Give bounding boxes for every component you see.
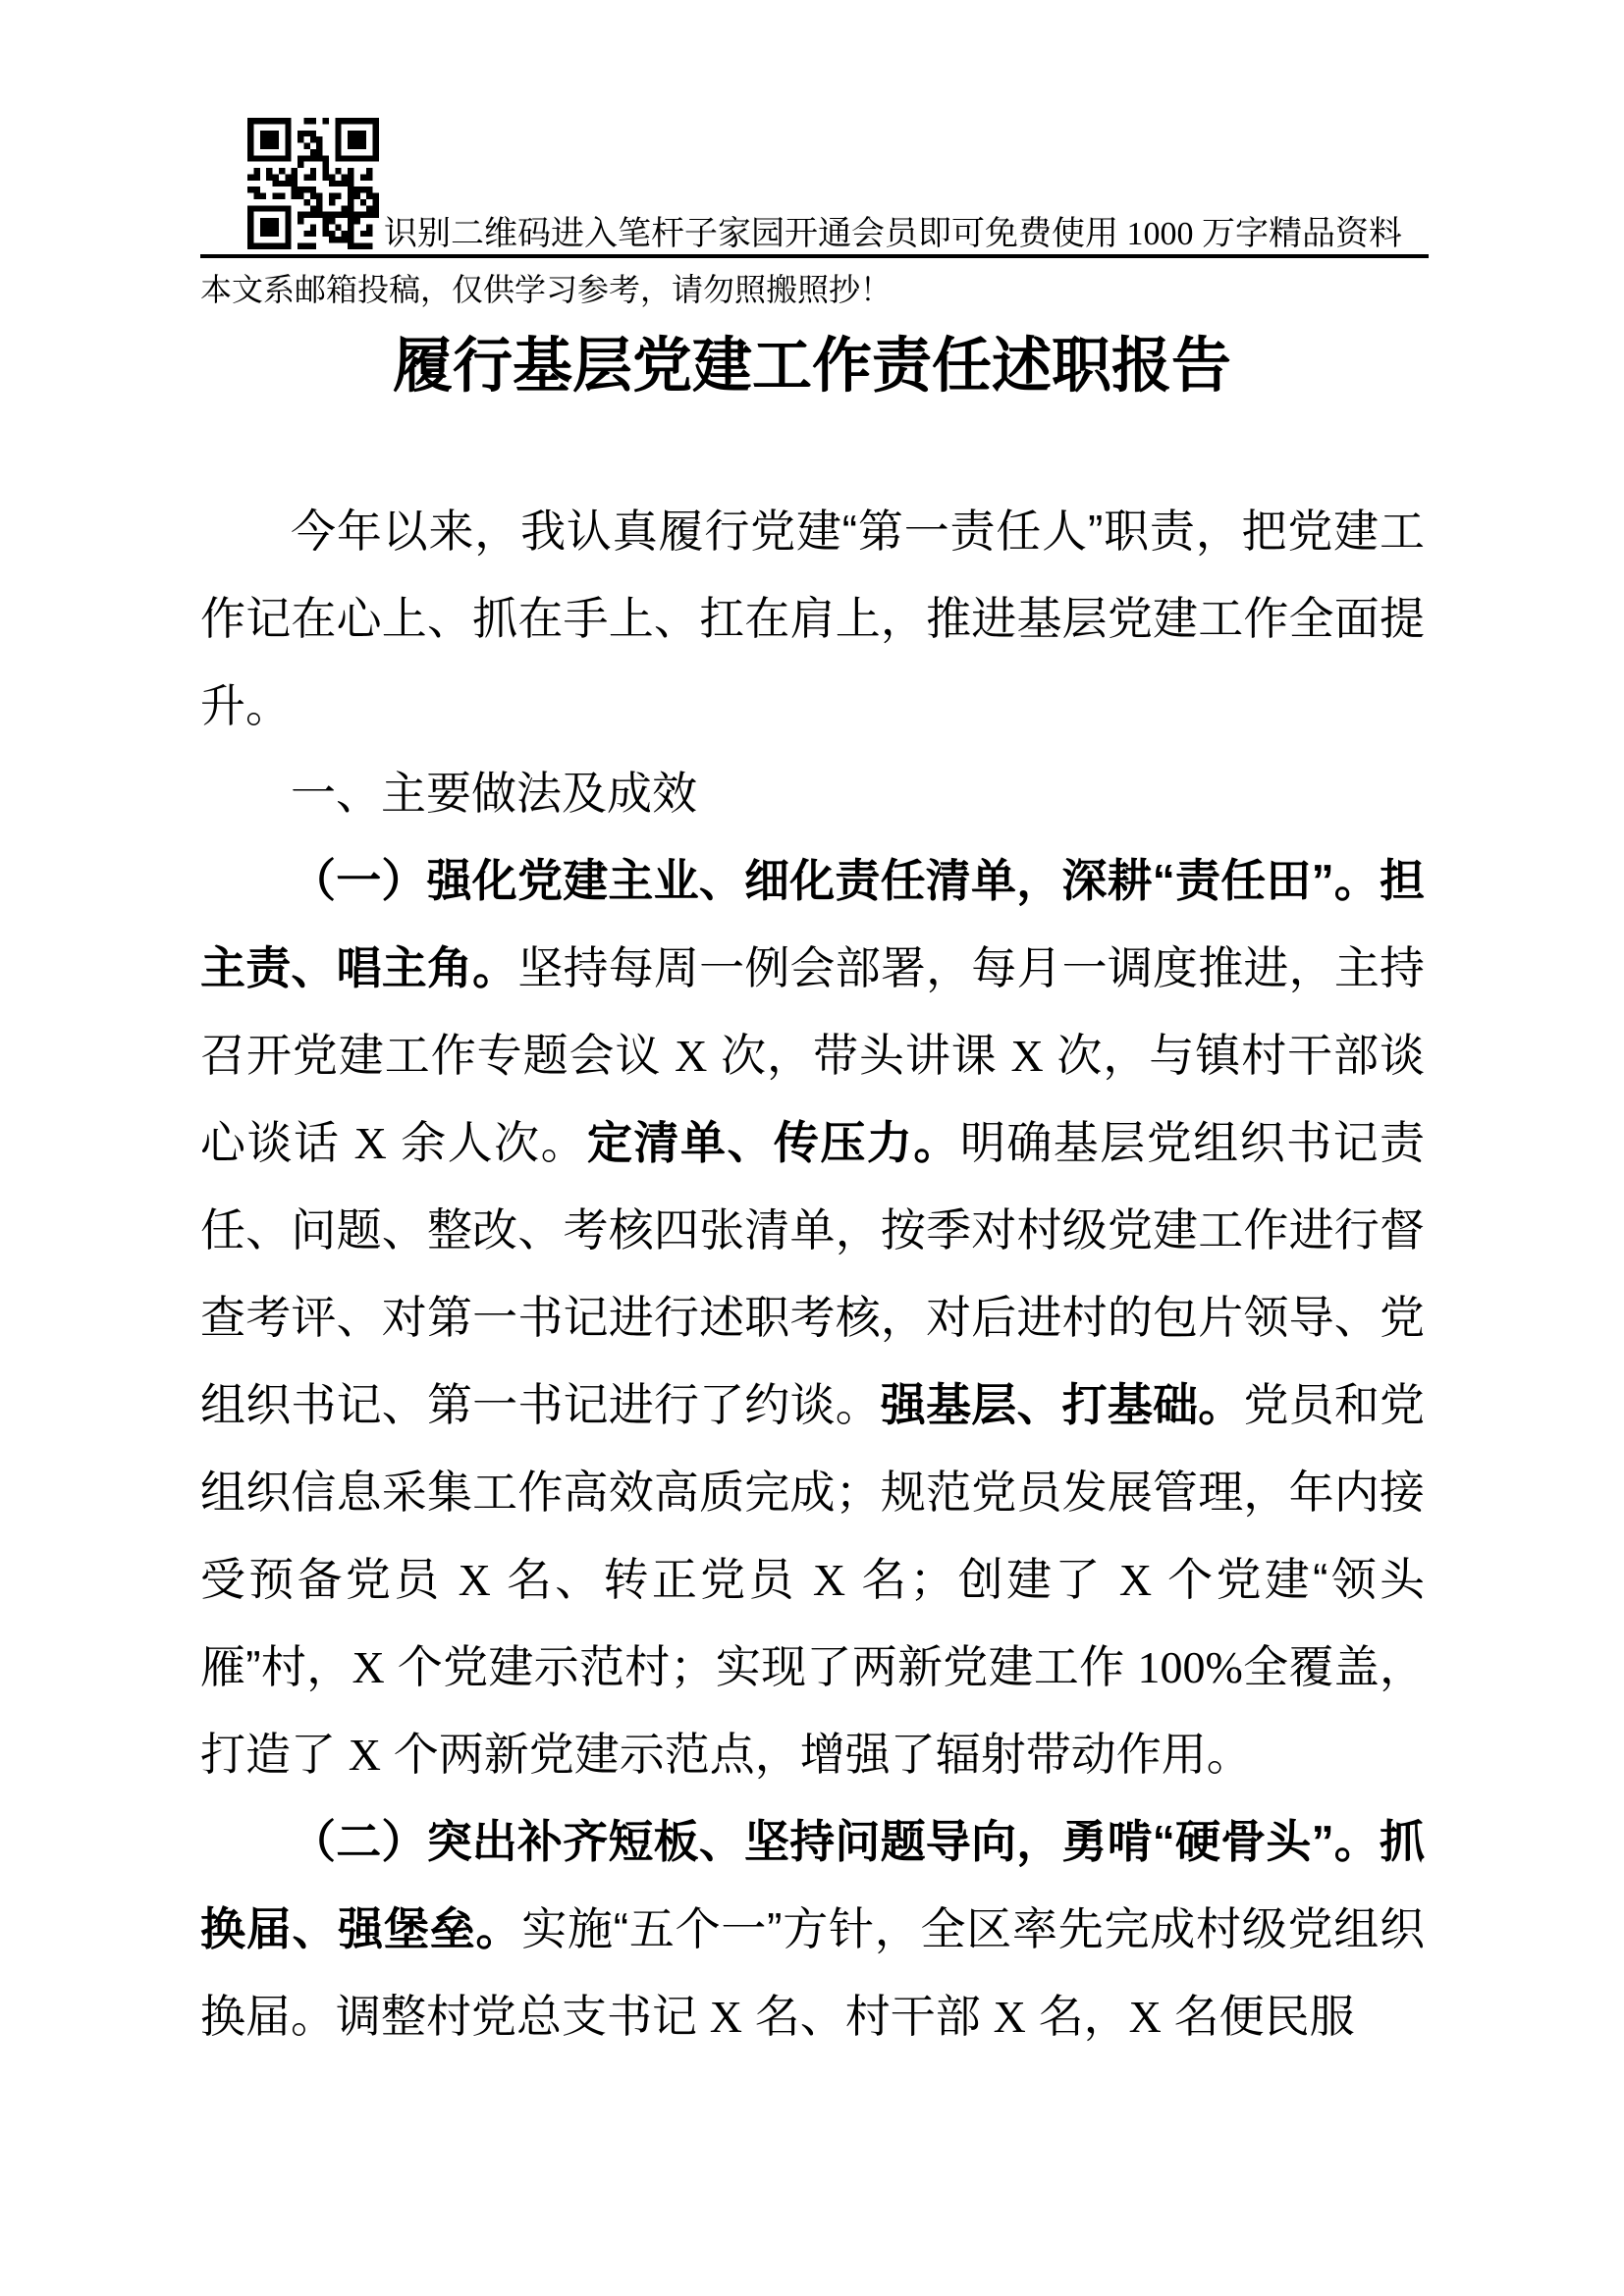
header-promo-text: 识别二维码进入笔杆子家园开通会员即可免费使用 1000 万字精品资料 xyxy=(384,216,1402,252)
document-body xyxy=(200,488,1425,2060)
qr-code-image xyxy=(247,118,379,249)
subsection-2-paragraph: （二）突出补齐短板、坚持问题导向，勇啃“硬骨头”。抓换届、强堡垒。实施“五个一”方针，全区率先完成村级党组织换届。调整村党总支书记 X 名、村干部 X 名，X 名便民服 xyxy=(200,1816,1425,2042)
section-heading-1: 一、主要做法及成效 xyxy=(291,768,697,819)
page-title: 履行基层党建工作责任述职报告 xyxy=(392,332,1231,399)
subsection-1-paragraph: （一）强化党建主业、细化责任清单，深耕“责任田”。担主责、唱主角。坚持每周一例会部署，每月一调度推进，主持召开党建工作专题会议 X 次，带头讲课 X 次，与镇村干部谈心谈话 X 余人次。定清单、传压力。明确基层党组织书记责任、问题、整改、考核四张清单，按季对村级党建工作进行督查考评、对第一书记进行述职考核，对后进村的包片领导、党组织书记、第一书记进行了约谈。强基层、打基础。党员和党组织信息采集工作高效高质完成；规范党员发展管理，年内接受预备党员 X 名、转正党员 X 名；创建了 X 个党建“领头雁”村，X 个党建示范村；实现了两新党建工作 100%全覆盖，打造了 X 个两新党建示范点，增强了辐射带动作用。 xyxy=(200,855,1426,1780)
header-disclaimer-text: 本文系邮箱投稿，仅供学习参考，请勿照搬照抄！ xyxy=(200,272,893,307)
header-divider xyxy=(200,254,1429,258)
intro-paragraph: 今年以来，我认真履行党建“第一责任人”职责，把党建工作记在心上、抓在手上、扛在肩上，推进基层党建工作全面提升。 xyxy=(200,506,1425,731)
